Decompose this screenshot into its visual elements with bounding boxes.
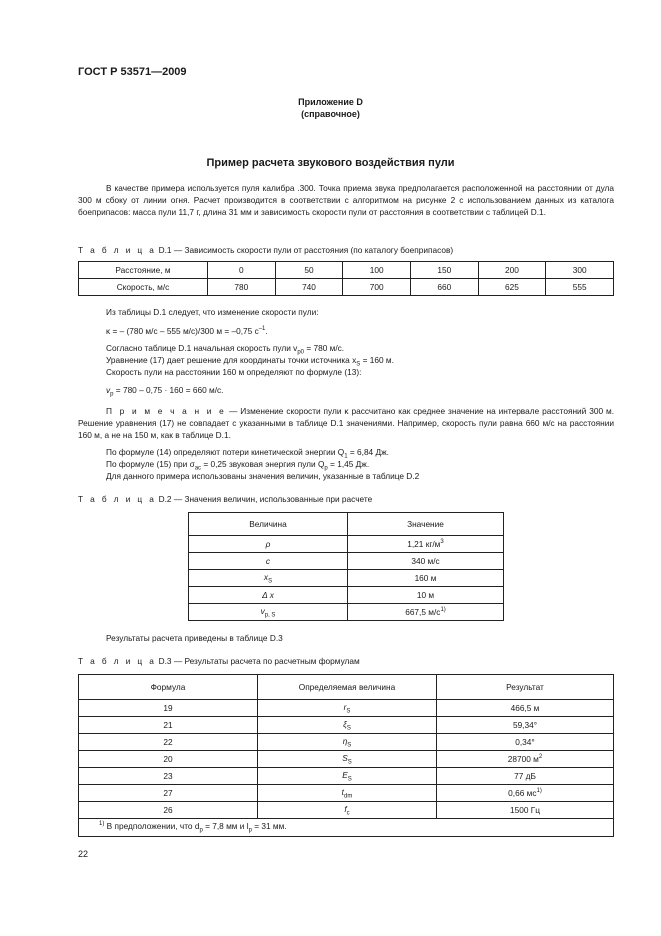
- table-row: [189, 587, 504, 604]
- table-header-cell: Результат: [437, 675, 614, 700]
- table-cell: 700: [343, 279, 411, 296]
- document-header: ГОСТ Р 53571—2009: [78, 66, 187, 78]
- table-cell: Скорость, м/с: [79, 279, 208, 296]
- table-d2: [188, 512, 504, 621]
- table-cell: 0: [208, 262, 276, 279]
- table-footnote: $^{1)}$ В предположении, что $d_p = 7,8$ мм и $l_p = 31$ мм.: [79, 819, 614, 837]
- table-cell: c: [189, 553, 348, 570]
- table-cell: $v_{p, S}$: [189, 604, 348, 621]
- table-cell: 100: [343, 262, 411, 279]
- table-header-cell: Формула: [79, 675, 258, 700]
- table-d1-caption: Т а б л и ц а D.1 — Зависимость скорости пули от расстояния (по каталогу боеприпасов): [78, 245, 454, 255]
- table-cell: 19: [79, 700, 258, 717]
- calc-line-2: κ = – (780 м/с – 555 м/с)/300 м = –0,75 $с^{-1}$.: [106, 325, 268, 336]
- table-row: [79, 768, 614, 785]
- energy-line-2: По формуле (15) при $\sigma_{ac} = 0,25$ звуковая энергия пули $Q_p = 1,45$ Дж.: [106, 459, 370, 472]
- table-cell: 26: [79, 802, 258, 819]
- table-cell: $S_S$: [258, 751, 437, 768]
- table-header-row: [79, 675, 614, 700]
- table-row: [79, 717, 614, 734]
- table-row: [79, 802, 614, 819]
- table-cell: 0,34°: [437, 734, 614, 751]
- table-cell: $r_S$: [258, 700, 437, 717]
- table-cell: 660: [410, 279, 478, 296]
- table-cell: $t_{dm}$: [258, 785, 437, 802]
- table-cell: $\xi_S$: [258, 717, 437, 734]
- table-header-cell: Значение: [348, 513, 504, 536]
- table-cell: 150: [410, 262, 478, 279]
- annex-label: Приложение D: [298, 97, 363, 107]
- table-row: [79, 734, 614, 751]
- table-cell: 667,5 $м/с^{1)}$: [348, 604, 504, 621]
- table-cell: 22: [79, 734, 258, 751]
- table-cell: 20: [79, 751, 258, 768]
- table-cell: 160 м: [348, 570, 504, 587]
- table-cell: $x_S$: [189, 570, 348, 587]
- table-row: [189, 553, 504, 570]
- energy-line-3: Для данного примера использованы значения величин, указанные в таблице D.2: [106, 471, 420, 481]
- table-header-cell: Величина: [189, 513, 348, 536]
- table-row: [79, 262, 614, 279]
- table-d3: [78, 674, 614, 837]
- table-cell: Расстояние, м: [79, 262, 208, 279]
- table-cell: $E_S$: [258, 768, 437, 785]
- table-d2-caption: Т а б л и ц а D.2 — Значения величин, использованные при расчете: [78, 494, 373, 504]
- intro-paragraph: В качестве примера используется пуля калибра .300. Точка приема звука предполагается расположенной на расстоянии от дула 300 м сбоку от линии огня. Расчет производится в соответствии с алгоритмом на рисунке 2 с использованием данных из каталога боеприпасов: масса пули 11,7 г, длина 31 мм и зависимость скорости пули от расстояния в соответствии с таблицей D.1.: [78, 183, 614, 217]
- table-header-row: [189, 513, 504, 536]
- table-cell: 1500 Гц: [437, 802, 614, 819]
- table-cell: 466,5 м: [437, 700, 614, 717]
- table-cell: Δ x: [189, 587, 348, 604]
- table-cell: $\eta_S$: [258, 734, 437, 751]
- table-header-cell: Определяемая величина: [258, 675, 437, 700]
- table-row: [79, 785, 614, 802]
- calc-line-3: Согласно таблице D.1 начальная скорость пули $v_{p0} = 780$ м/с.: [106, 343, 345, 356]
- table-row: [79, 279, 614, 296]
- table-cell: ρ: [189, 536, 348, 553]
- table-cell: 740: [275, 279, 343, 296]
- table-cell: 23: [79, 768, 258, 785]
- table-cell: 1,21 $кг/м^3$: [348, 536, 504, 553]
- table-footnote-row: [79, 819, 614, 837]
- table-cell: 27: [79, 785, 258, 802]
- table-cell: 21: [79, 717, 258, 734]
- table-d3-caption: Т а б л и ц а D.3 — Результаты расчета по расчетным формулам: [78, 656, 360, 666]
- table-cell: 555: [546, 279, 614, 296]
- page-number: 22: [78, 849, 89, 859]
- calc-line-5: Скорость пули на расстоянии 160 м определяют по формуле (13):: [106, 367, 362, 377]
- annex-type: (справочное): [301, 109, 360, 119]
- table-cell: 50: [275, 262, 343, 279]
- table-cell: 28700 $м^2$: [437, 751, 614, 768]
- section-title: Пример расчета звукового воздействия пули: [206, 157, 455, 169]
- calc-line-1: Из таблицы D.1 следует, что изменение скорости пули:: [106, 307, 319, 317]
- table-cell: $f_c$: [258, 802, 437, 819]
- table-cell: 780: [208, 279, 276, 296]
- table-cell: 625: [478, 279, 546, 296]
- table-cell: 10 м: [348, 587, 504, 604]
- table-row: [189, 536, 504, 553]
- table-cell: 200: [478, 262, 546, 279]
- table-cell: 300: [546, 262, 614, 279]
- energy-line-1: По формуле (14) определяют потери кинетической энергии $Q_1 = 6,84$ Дж.: [106, 447, 389, 460]
- calc-line-6: $v_p = 780 - 0,75 \cdot 160 = 660$ м/с.: [106, 385, 224, 398]
- table-d1: [78, 261, 614, 296]
- table-row: [79, 700, 614, 717]
- calc-line-4: Уравнение (17) дает решение для координаты точки источника $x_S = 160$ м.: [106, 355, 394, 368]
- table-row: [189, 604, 504, 621]
- table-row: [189, 570, 504, 587]
- table-cell: 59,34°: [437, 717, 614, 734]
- results-line: Результаты расчета приведены в таблице D.3: [106, 633, 283, 643]
- table-row: [79, 751, 614, 768]
- note-paragraph: П р и м е ч а н и е — Изменение скорости пули κ рассчитано как среднее значение на интервале расстояний 300 м. Решение уравнения (17) не совпадает с указанными в таблице D.1 значениями. Например, скорость пули равна 660 м/с на расстоянии 160 м, а не на 150 м, как в таблице D.1.: [78, 406, 614, 440]
- table-cell: 77 дБ: [437, 768, 614, 785]
- table-cell: 0,66 $мс^{1)}$: [437, 785, 614, 802]
- table-cell: 340 м/с: [348, 553, 504, 570]
